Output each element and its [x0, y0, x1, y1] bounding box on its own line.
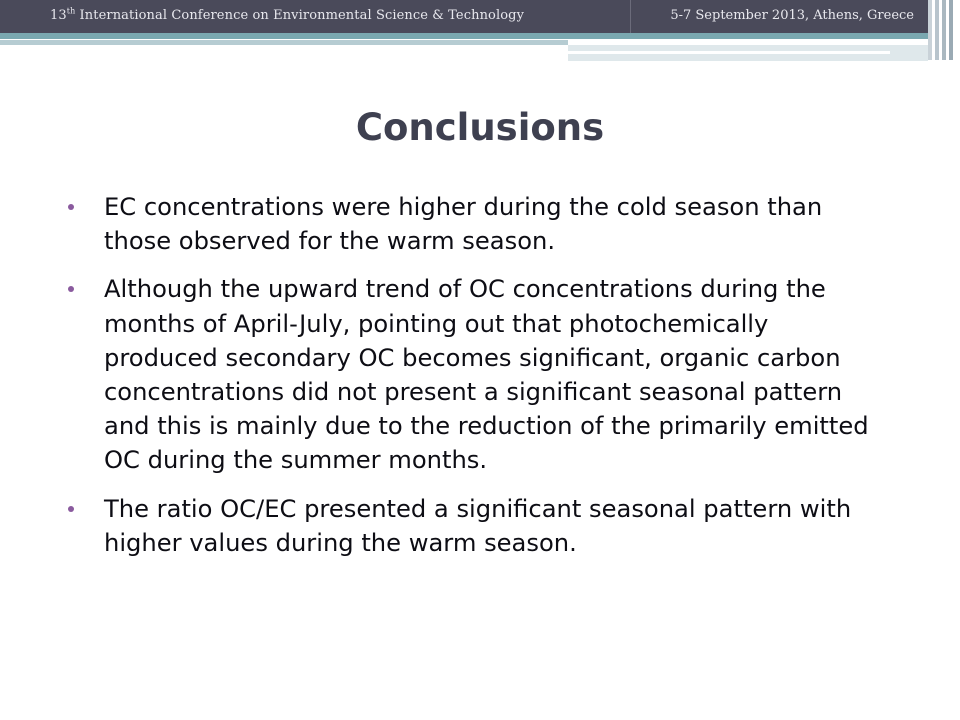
- bullet-text: The ratio OC/EC presented a significant seasonal pattern with higher values during the warm season.: [104, 494, 852, 557]
- bullet-dot-icon: [68, 506, 74, 512]
- bullet-item-oc-ec-ratio: [64, 492, 884, 560]
- bullet-list: [64, 190, 884, 574]
- conference-date-location: 5-7 September 2013, Athens, Greece: [670, 8, 914, 23]
- accent-band-secondary: [0, 40, 568, 45]
- header-decorative-tab: [928, 0, 960, 60]
- bullet-text: EC concentrations were higher during the cold season than those observed for the warm season.: [104, 193, 823, 256]
- header-bar: [0, 0, 960, 33]
- header-divider: [630, 0, 631, 33]
- bullet-item-ec-concentrations: [64, 190, 884, 258]
- accent-band-primary: [0, 33, 928, 39]
- slide-title: Conclusions: [355, 106, 605, 149]
- conference-title: International Conference on Environmental Science & Technology: [75, 8, 525, 23]
- conference-ordinal-suffix: th: [66, 6, 76, 16]
- conference-name: [50, 8, 524, 23]
- bullet-text: Although the upward trend of OC concentrations during the months of April-July, pointing out that photochemically produced secondary OC becomes significant, organic carbon concentrations did not present a significant seasonal pattern and this is mainly due to the reduction of the primarily emitted OC during the summer months.: [104, 275, 869, 475]
- bullet-dot-icon: [68, 286, 74, 292]
- bullet-item-oc-trend: [64, 272, 884, 477]
- accent-band-line: [568, 51, 890, 54]
- bullet-dot-icon: [68, 204, 74, 210]
- conference-number: 13: [50, 8, 67, 23]
